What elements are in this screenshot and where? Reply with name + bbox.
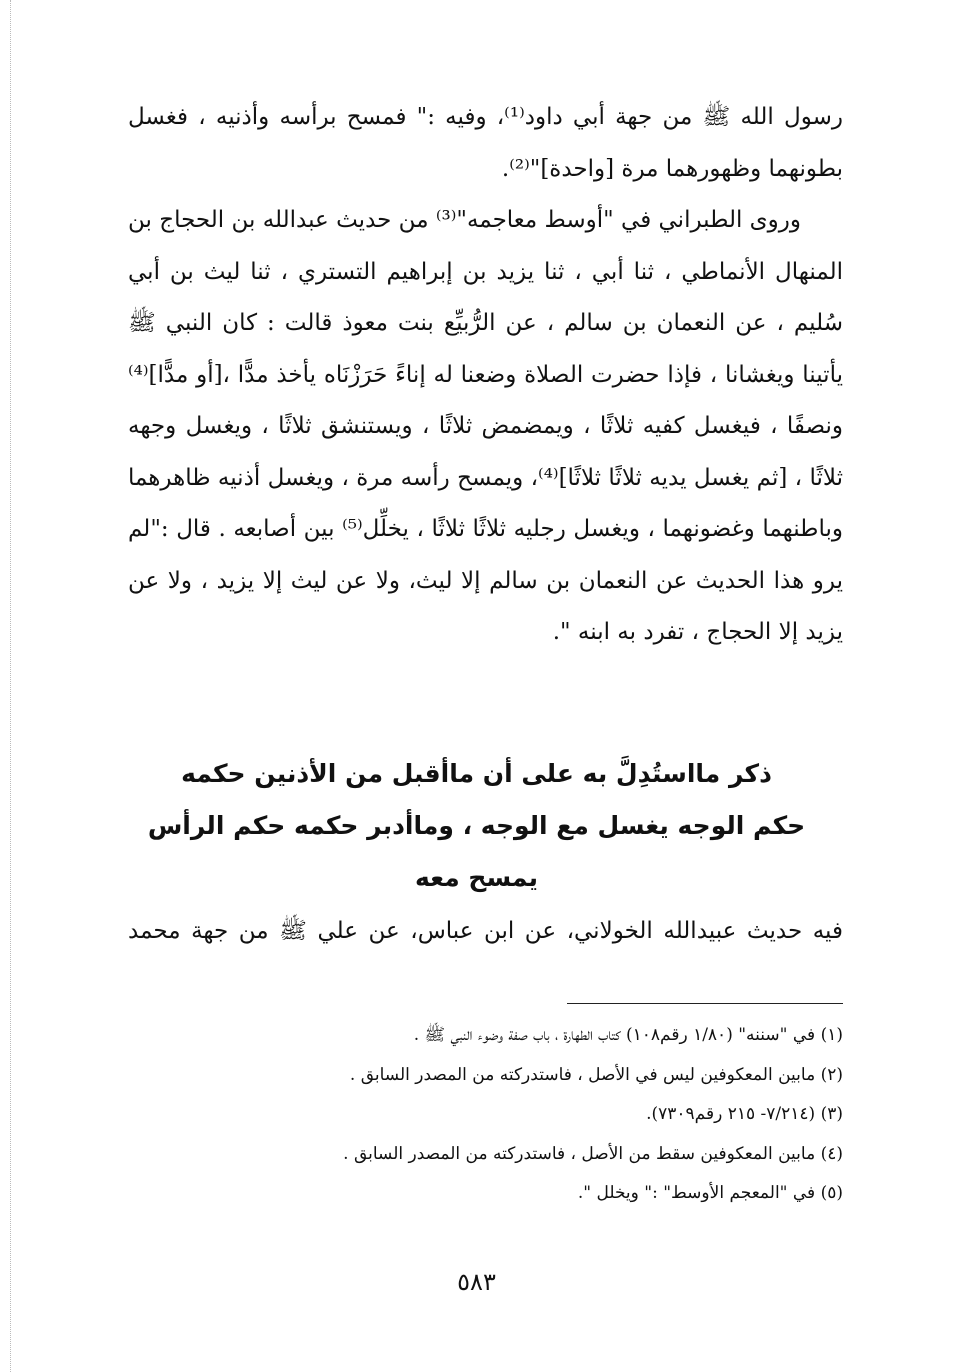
footnotes [128, 1016, 843, 1214]
heading-line-2: حكم الوجه يغسل مع الوجه ، وماأدبر حكمه حكم الرأس يمسح معه [147, 811, 806, 892]
footnote-3: (٣) (٧/٢١٤- ٢١٥ رقم٧٣٠٩). [646, 1104, 843, 1124]
section-heading [110, 748, 843, 904]
footnote-4: (٤) مابين المعكوفين سقط من الأصل ، فاستدركته من المصدر السابق . [343, 1143, 843, 1164]
footnote-2: (٢) مابين المعكوفين ليس في الأصل ، فاستدركته من المصدر السابق . [349, 1064, 843, 1085]
scan-edge-dots [10, 0, 11, 1372]
heading-line-1: ذكر مااستُدِلَّ به على أن ماأقبل من الأذنين حكمه [181, 759, 772, 788]
paragraph-1: رسول الله ﷺ من جهة أبي داود⁽¹⁾، وفيه :" فمسح برأسه وأذنيه ، فغسل بطونهما وظهورهما مرة [واحدة]"⁽²⁾. [128, 104, 843, 182]
main-text [128, 92, 843, 659]
page-number: ٥٨٣ [457, 1268, 496, 1296]
footnote-1: (١) في "سننه" (١/٨٠ رقم١٠٨) كتاب الطهارة ، باب صفة وضوء النبي ﷺ . [413, 1025, 843, 1045]
footnote-divider [567, 1003, 843, 1004]
footnote-5: (٥) في "المعجم الأوسط" :" ويخلل ". [577, 1183, 843, 1203]
paragraph-2: وروى الطبراني في "أوسط معاجمه"⁽³⁾ من حديث عبدالله بن الحجاج بن المنهال الأنماطي ، ثنا أبي ، ثنا يزيد بن إبراهيم التستري ، ثنا ليث بن أبي سُليم ، عن النعمان بن سالم ، عن الرُّبيِّع بنت معوذ قالت : كان النبي ﷺ يأتينا ويغشانا ، فإذا حضرت الصلاة وضعنا له إناءً حَرَزْنَاه يأخذ مدًّا ،[أو مدًّا]⁽⁴⁾ ونصفًا ، فيغسل كفيه ثلاثًا ، ويمضمض ثلاثًا ، ويستنشق ثلاثًا ، ويغسل وجهه ثلاثًا ، [ثم يغسل يديه ثلاثًا ثلاثًا]⁽⁴⁾، ويمسح رأسه مرة ، ويغسل أذنيه ظاهرهما وباطنهما وغضونهما ، ويغسل رجليه ثلاثًا ثلاثًا ، يخلِّل⁽⁵⁾ بين أصابعه . قال :"لم يرو هذا الحديث عن النعمان بن سالم إلا ليث، ولا عن ليث إلا يزيد ، ولا عن يزيد إلا الحجاج ، تفرد به ابنه ". [128, 207, 843, 645]
paragraph-3: فيه حديث عبيدالله الخولاني، عن ابن عباس، عن علي ﷺ من جهة محمد [128, 918, 843, 944]
